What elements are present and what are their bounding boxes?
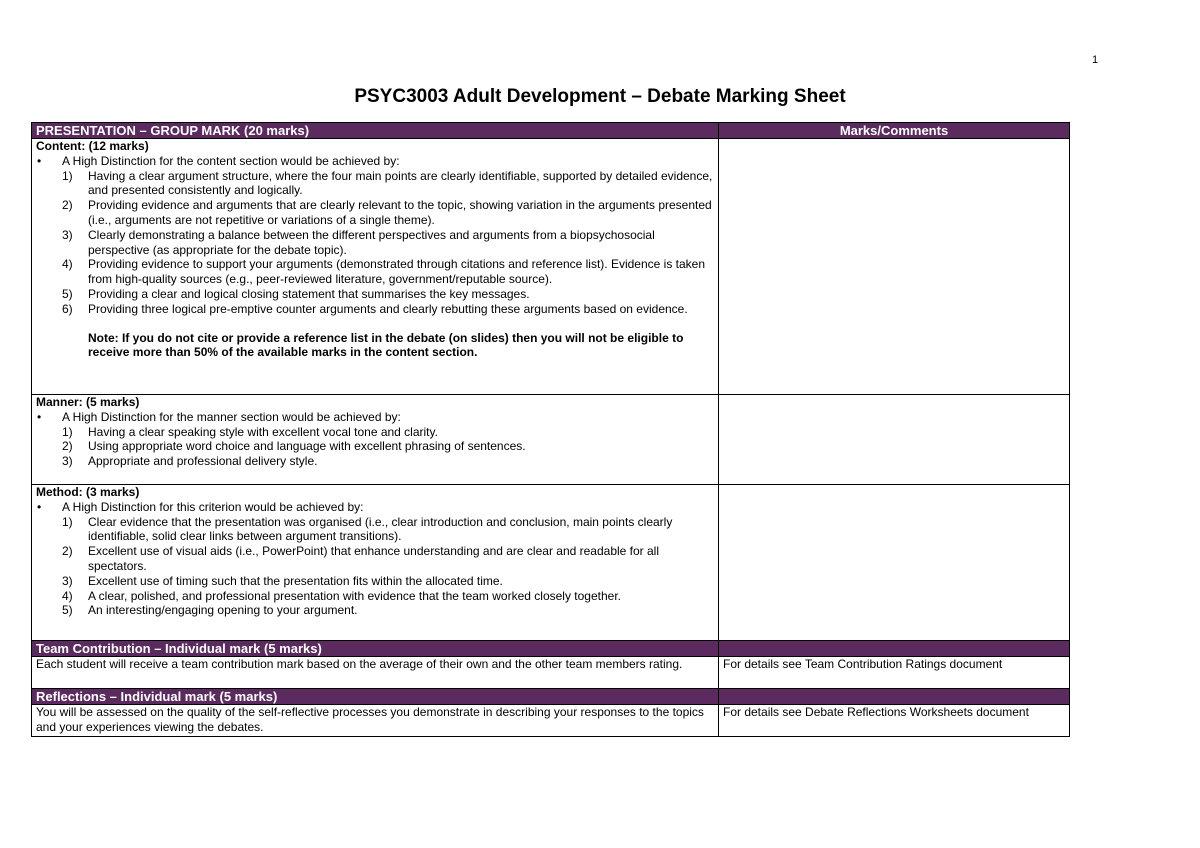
criterion-text: Appropriate and professional delivery style.: [88, 454, 318, 469]
criterion-number: 4): [62, 588, 73, 603]
criterion-item: [36, 544, 714, 574]
criterion-number: 3): [62, 454, 73, 469]
criterion-number: 2): [62, 439, 73, 454]
criterion-text: Providing evidence to support your arguments (demonstrated through citations and reference list). Evidence is taken from high-quality sources (e.g., peer-reviewed literature, government/reputable source).: [88, 257, 706, 287]
criterion-item: [36, 515, 714, 545]
manner-intro: • A High Distinction for the manner section would be achieved by:: [36, 410, 714, 425]
criterion-item: [36, 169, 714, 199]
criterion-number: 4): [62, 257, 73, 272]
method-intro: • A High Distinction for this criterion would be achieved by:: [36, 500, 714, 515]
criterion-item: [36, 574, 714, 589]
criterion-text: Clear evidence that the presentation was organised (i.e., clear introduction and conclusion, main points clearly identifiable, solid clear links between argument transitions).: [88, 514, 673, 544]
criterion-item: [36, 287, 714, 302]
team-contribution-header-row: [32, 641, 1070, 657]
criterion-number: 6): [62, 301, 73, 316]
team-contribution-header: Team Contribution – Individual mark (5 marks): [32, 641, 719, 657]
reflections-comment: For details see Debate Reflections Worksheets document: [719, 705, 1070, 737]
reflections-header-row: [32, 689, 1070, 705]
method-criteria-cell: [32, 485, 719, 641]
criterion-item: [36, 257, 714, 287]
content-row: [32, 139, 1070, 395]
content-marks-cell[interactable]: [719, 139, 1070, 395]
criterion-text: A clear, polished, and professional presentation with evidence that the team worked closely together.: [88, 588, 621, 603]
criterion-item: [36, 302, 714, 317]
content-note: Note: If you do not cite or provide a reference list in the debate (on slides) then you will not be eligible to receive more than 50% of the available marks in the content section.: [88, 330, 684, 360]
criterion-text: Using appropriate word choice and language with excellent phrasing of sentences.: [88, 439, 526, 454]
criterion-text: Having a clear argument structure, where the four main points are clearly identifiable, supported by detailed evidence, and presented consistently and logically.: [88, 168, 713, 198]
criterion-number: 1): [62, 514, 73, 529]
criterion-text: Excellent use of timing such that the presentation fits within the allocated time.: [88, 573, 503, 588]
method-section-title: Method: (3 marks): [36, 485, 140, 499]
reflections-header: Reflections – Individual mark (5 marks): [32, 689, 719, 705]
manner-section-title: Manner: (5 marks): [36, 395, 140, 409]
team-contribution-comment: For details see Team Contribution Ratings document: [719, 657, 1070, 689]
marks-comments-header: Marks/Comments: [719, 123, 1070, 139]
team-contribution-header-right: [719, 641, 1070, 657]
criterion-item: [36, 425, 714, 440]
method-criteria-list: [36, 515, 714, 619]
manner-row: [32, 395, 1070, 485]
criterion-number: 1): [62, 424, 73, 439]
criterion-text: Having a clear speaking style with excellent vocal tone and clarity.: [88, 424, 438, 439]
criterion-text: Providing evidence and arguments that are clearly relevant to the topic, showing variation in the arguments presented (i.e., arguments are not repetitive or variations of a single theme).: [88, 198, 712, 227]
criterion-item: [36, 439, 714, 454]
presentation-header-row: [32, 123, 1070, 139]
method-marks-cell[interactable]: [719, 485, 1070, 641]
criterion-number: 3): [62, 227, 73, 242]
method-row: [32, 485, 1070, 641]
criterion-item: [36, 228, 714, 258]
team-contribution-description: Each student will receive a team contribution mark based on the average of their own and the other team members rating.: [32, 657, 719, 689]
criterion-item: [36, 198, 714, 228]
criterion-number: 5): [62, 603, 73, 618]
reflections-description: You will be assessed on the quality of the self-reflective processes you demonstrate in describing your responses to the topics and your experiences viewing the debates.: [32, 705, 719, 737]
criterion-number: 5): [62, 286, 73, 301]
criterion-number: 2): [62, 544, 73, 559]
criterion-item: [36, 589, 714, 604]
team-contribution-row: [32, 657, 1070, 689]
criterion-text: Providing three logical pre-emptive counter arguments and clearly rebutting these arguments based on evidence.: [88, 301, 688, 316]
criterion-number: 2): [62, 198, 73, 213]
criterion-text: Excellent use of visual aids (i.e., PowerPoint) that enhance understanding and are clear and readable for all spectators.: [88, 544, 660, 573]
content-criteria-cell: [32, 139, 719, 395]
criterion-text: An interesting/engaging opening to your argument.: [88, 603, 358, 618]
criterion-text: Providing a clear and logical closing statement that summarises the key messages.: [88, 286, 530, 301]
criterion-number: 1): [62, 168, 73, 183]
reflections-row: [32, 705, 1070, 737]
criterion-number: 3): [62, 573, 73, 588]
reflections-header-right: [719, 689, 1070, 705]
content-section-title: Content: (12 marks): [36, 139, 149, 153]
manner-criteria-cell: [32, 395, 719, 485]
criterion-text: Clearly demonstrating a balance between the different perspectives and arguments from a biopsychosocial perspective (as appropriate for the debate topic).: [88, 227, 655, 257]
manner-criteria-list: [36, 425, 714, 469]
content-criteria-list: [36, 169, 714, 317]
marking-sheet-table: [31, 122, 1070, 737]
presentation-header: PRESENTATION – GROUP MARK (20 marks): [32, 123, 719, 139]
criterion-item: [36, 603, 714, 618]
document-title: PSYC3003 Adult Development – Debate Marking Sheet: [354, 86, 846, 107]
criterion-item: [36, 454, 714, 469]
manner-marks-cell[interactable]: [719, 395, 1070, 485]
page-number: 1: [1092, 54, 1099, 66]
content-intro: • A High Distinction for the content section would be achieved by:: [36, 154, 714, 169]
